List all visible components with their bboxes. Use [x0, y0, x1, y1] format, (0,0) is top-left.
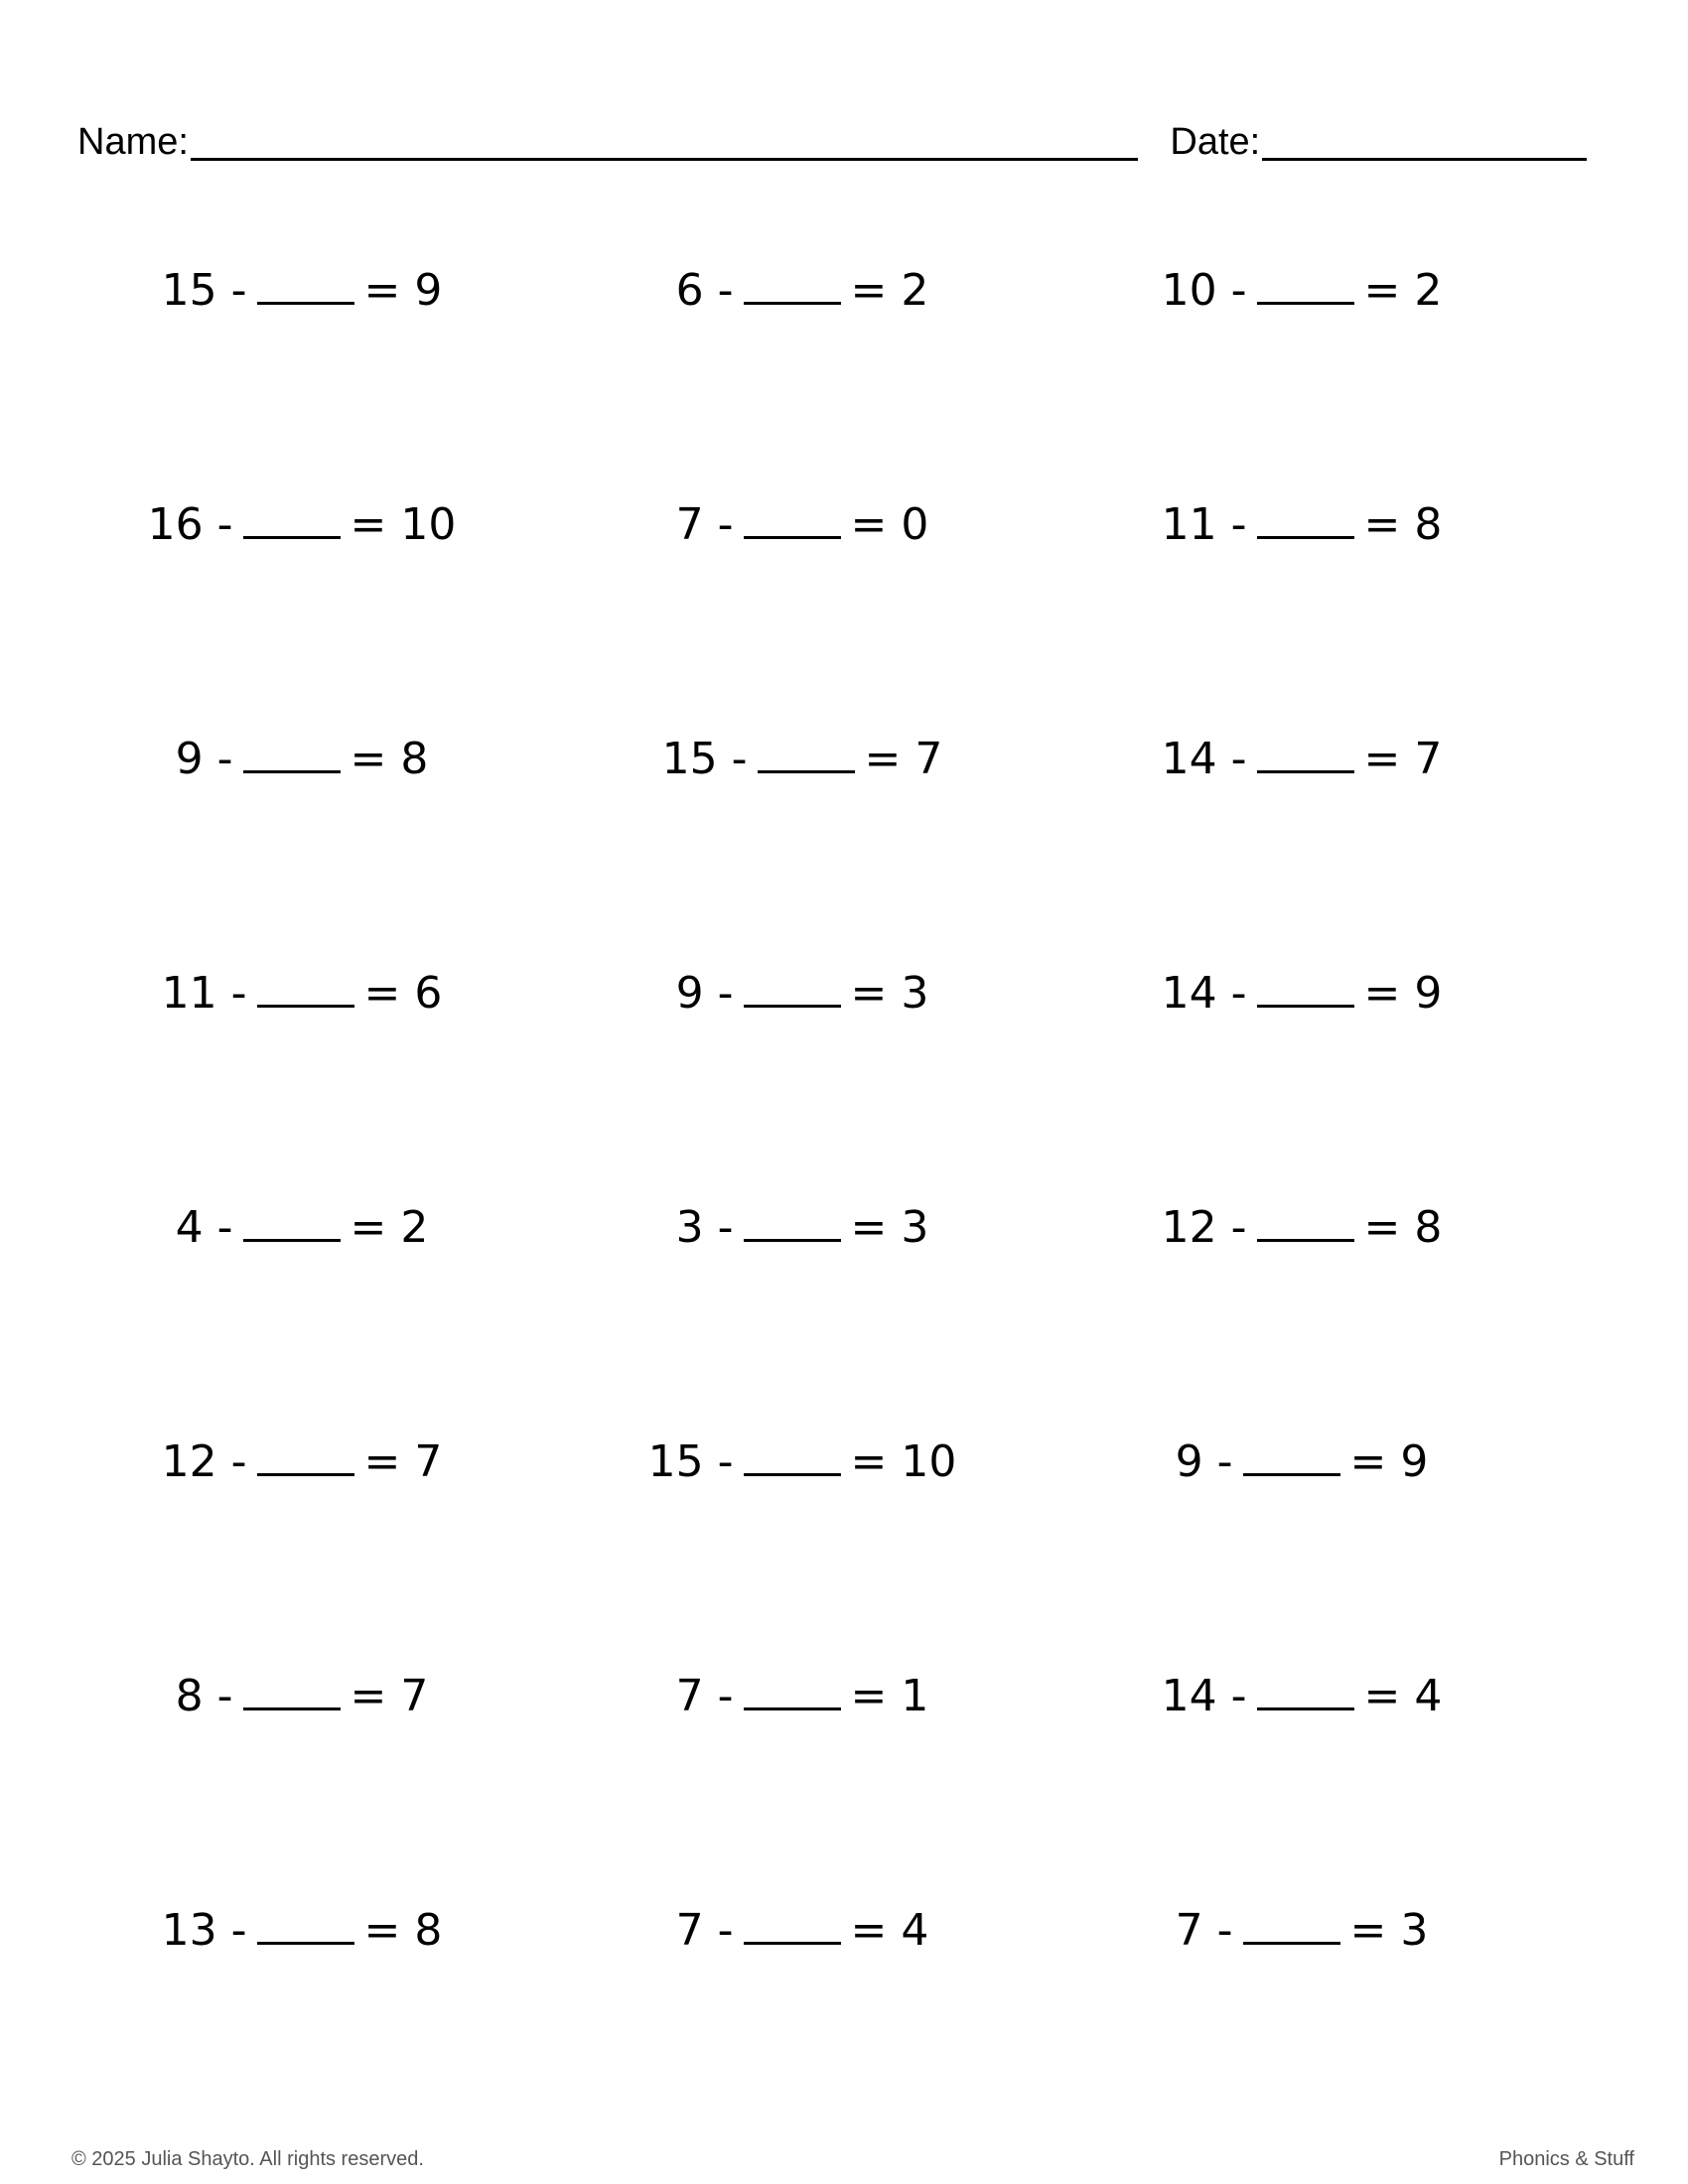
answer-blank[interactable]	[744, 1902, 841, 1945]
page-footer	[71, 2148, 1634, 2171]
problem-minuend: 7 -	[675, 499, 734, 550]
problem-minuend: 7 -	[675, 1905, 734, 1956]
problem-minuend: 14 -	[1161, 1671, 1247, 1721]
problem-result: = 9	[363, 265, 443, 316]
subtraction-problem	[594, 1652, 1011, 1741]
problem-result: = 10	[850, 1436, 957, 1487]
subtraction-problem	[93, 480, 510, 570]
problem-result: = 1	[850, 1671, 929, 1721]
answer-blank[interactable]	[1257, 965, 1354, 1008]
problem-result: = 4	[850, 1905, 929, 1956]
problem-row	[0, 480, 1688, 715]
answer-blank[interactable]	[257, 1433, 354, 1476]
answer-blank[interactable]	[257, 1902, 354, 1945]
subtraction-problem	[93, 1652, 510, 1741]
subtraction-problem	[93, 1886, 510, 1976]
subtraction-problem	[594, 480, 1011, 570]
problem-grid	[0, 246, 1688, 2120]
problem-minuend: 16 -	[147, 499, 233, 550]
problem-result: = 2	[850, 265, 929, 316]
date-label: Date:	[1170, 121, 1261, 163]
problem-minuend: 10 -	[1161, 265, 1247, 316]
problem-result: = 6	[363, 968, 443, 1019]
subtraction-problem	[93, 949, 510, 1038]
problem-minuend: 6 -	[675, 265, 734, 316]
answer-blank[interactable]	[1257, 731, 1354, 773]
subtraction-problem	[594, 246, 1011, 336]
subtraction-problem	[1093, 1886, 1510, 1976]
subtraction-problem	[594, 1418, 1011, 1507]
copyright-text: © 2025 Julia Shayto. All rights reserved.	[71, 2148, 424, 2170]
problem-minuend: 12 -	[1161, 1202, 1247, 1253]
answer-blank[interactable]	[758, 731, 855, 773]
subtraction-problem	[594, 949, 1011, 1038]
problem-minuend: 11 -	[161, 968, 247, 1019]
problem-result: = 7	[1363, 734, 1443, 784]
problem-result: = 0	[850, 499, 929, 550]
problem-minuend: 15 -	[161, 265, 247, 316]
problem-minuend: 11 -	[1161, 499, 1247, 550]
problem-minuend: 7 -	[1175, 1905, 1233, 1956]
problem-minuend: 9 -	[175, 734, 233, 784]
problem-result: = 3	[1349, 1905, 1429, 1956]
subtraction-problem	[1093, 1183, 1510, 1273]
answer-blank[interactable]	[1243, 1433, 1340, 1476]
problem-minuend: 15 -	[661, 734, 748, 784]
brand-text: Phonics & Stuff	[1498, 2148, 1634, 2170]
answer-blank[interactable]	[744, 496, 841, 539]
answer-blank[interactable]	[744, 965, 841, 1008]
problem-minuend: 13 -	[161, 1905, 247, 1956]
problem-row	[0, 1183, 1688, 1418]
problem-result: = 3	[850, 1202, 929, 1253]
answer-blank[interactable]	[744, 1199, 841, 1242]
subtraction-problem	[1093, 480, 1510, 570]
answer-blank[interactable]	[1257, 262, 1354, 305]
answer-blank[interactable]	[1257, 496, 1354, 539]
subtraction-problem	[93, 1183, 510, 1273]
worksheet-header	[77, 111, 1587, 161]
answer-blank[interactable]	[1257, 1668, 1354, 1710]
date-field[interactable]	[1262, 118, 1587, 161]
subtraction-problem	[594, 1886, 1011, 1976]
problem-row	[0, 1418, 1688, 1652]
problem-result: = 4	[1363, 1671, 1443, 1721]
answer-blank[interactable]	[744, 1433, 841, 1476]
problem-result: = 7	[363, 1436, 443, 1487]
problem-result: = 8	[350, 734, 429, 784]
answer-blank[interactable]	[744, 1668, 841, 1710]
problem-result: = 9	[1349, 1436, 1429, 1487]
problem-row	[0, 246, 1688, 480]
subtraction-problem	[1093, 246, 1510, 336]
subtraction-problem	[1093, 1418, 1510, 1507]
problem-result: = 8	[1363, 1202, 1443, 1253]
answer-blank[interactable]	[744, 262, 841, 305]
answer-blank[interactable]	[243, 731, 341, 773]
problem-minuend: 3 -	[675, 1202, 734, 1253]
subtraction-problem	[1093, 1652, 1510, 1741]
problem-minuend: 4 -	[175, 1202, 233, 1253]
problem-minuend: 7 -	[675, 1671, 734, 1721]
problem-result: = 7	[350, 1671, 429, 1721]
problem-minuend: 9 -	[675, 968, 734, 1019]
subtraction-problem	[594, 715, 1011, 804]
problem-row	[0, 715, 1688, 949]
problem-result: = 7	[864, 734, 943, 784]
subtraction-problem	[93, 1418, 510, 1507]
subtraction-problem	[1093, 715, 1510, 804]
problem-minuend: 8 -	[175, 1671, 233, 1721]
problem-result: = 2	[1363, 265, 1443, 316]
subtraction-problem	[594, 1183, 1011, 1273]
problem-row	[0, 949, 1688, 1183]
answer-blank[interactable]	[243, 1668, 341, 1710]
name-label: Name:	[77, 121, 189, 163]
problem-result: = 3	[850, 968, 929, 1019]
answer-blank[interactable]	[1257, 1199, 1354, 1242]
problem-result: = 9	[1363, 968, 1443, 1019]
answer-blank[interactable]	[243, 1199, 341, 1242]
answer-blank[interactable]	[257, 262, 354, 305]
answer-blank[interactable]	[257, 965, 354, 1008]
problem-row	[0, 1886, 1688, 2120]
problem-result: = 8	[363, 1905, 443, 1956]
problem-minuend: 12 -	[161, 1436, 247, 1487]
problem-minuend: 9 -	[1175, 1436, 1233, 1487]
problem-result: = 10	[350, 499, 457, 550]
problem-minuend: 14 -	[1161, 734, 1247, 784]
answer-blank[interactable]	[1243, 1902, 1340, 1945]
problem-minuend: 15 -	[647, 1436, 734, 1487]
answer-blank[interactable]	[243, 496, 341, 539]
subtraction-problem	[1093, 949, 1510, 1038]
problem-minuend: 14 -	[1161, 968, 1247, 1019]
problem-result: = 8	[1363, 499, 1443, 550]
problem-result: = 2	[350, 1202, 429, 1253]
problem-row	[0, 1652, 1688, 1886]
name-field[interactable]	[191, 118, 1138, 161]
subtraction-problem	[93, 246, 510, 336]
subtraction-problem	[93, 715, 510, 804]
